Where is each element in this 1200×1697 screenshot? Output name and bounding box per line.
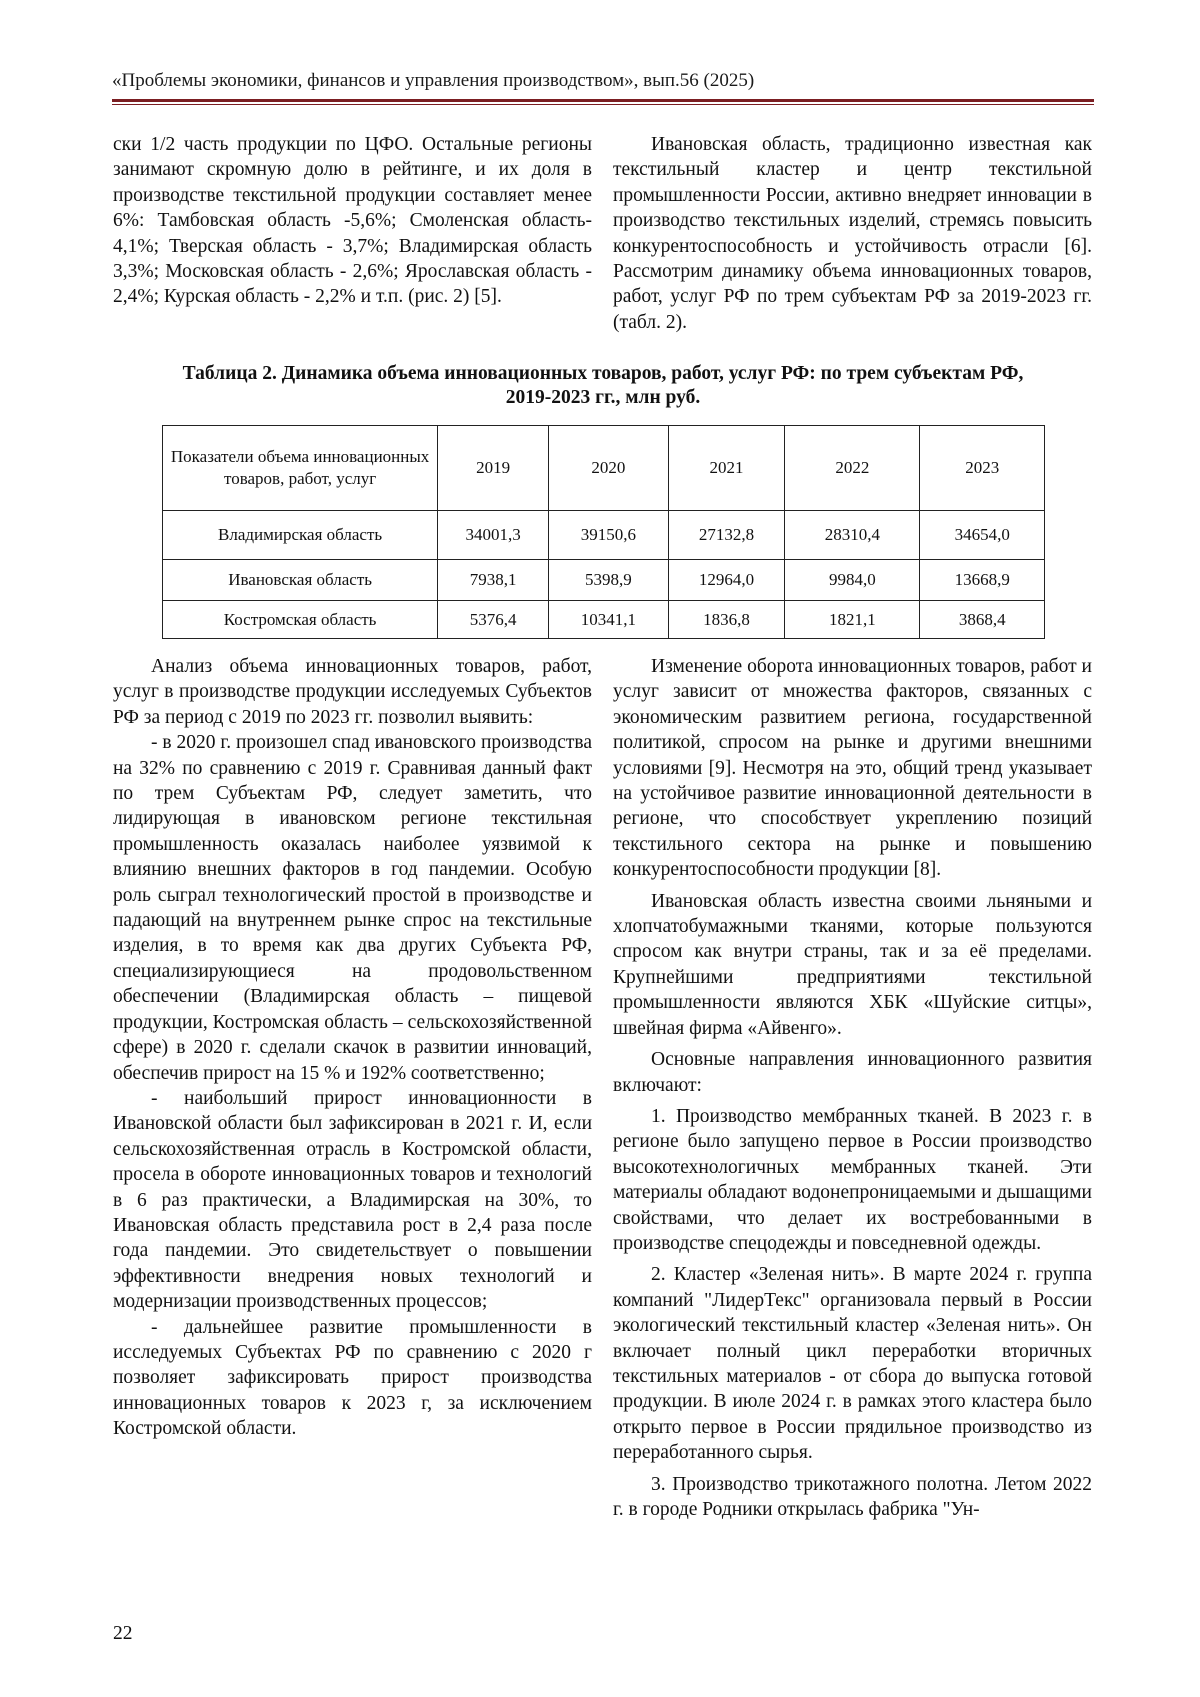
table-cell: 7938,1 (438, 560, 549, 601)
header-rule-thick (112, 99, 1094, 102)
table-header-indicator: Показатели объема инновационных товаров, работ, услуг (163, 426, 438, 511)
list-item: 1. Производство мембранных тканей. В 2023 г. в регионе было запущено первое в России производство высокотехнологичных мембранных тканей. Эти материалы обладают водонепроницаемыми и дышащими свойствами, что делает их востребованными в производстве спецодежды и повседневной одежды. (613, 1105, 1092, 1254)
table-row (163, 560, 1045, 601)
table-header-year: 2022 (785, 426, 920, 511)
list-item: - наибольший прирост инновационности в Ивановской области был зафиксирован в 2021 г. И, если сельскохозяйственная отрасль в Костромской области, просела в обороте инновационных товаров и технологий в 6 раз практически, а Владимирская на 30%, то Ивановская область представила рост в 2,4 раза после года пандемии. Это свидетельствует о повышении эффективности внедрения новых технологий и модернизации производственных процессов; (113, 1087, 592, 1313)
paragraph: Изменение оборота инновационных товаров, работ и услуг зависит от множества факторов, связанных с экономическим развитием региона, государственной политикой, спросом на рынке и другими внешними условиями [9]. Несмотря на это, общий тренд указывает на устойчивое развитие инновационной деятельности в регионе, что способствует укреплению позиций текстильного сектора на рынке и повышению конкурентоспособности продукции [8]. (613, 656, 1092, 881)
header-rule-thin (112, 104, 1094, 105)
table-cell: 39150,6 (549, 511, 669, 560)
paragraph: ски 1/2 часть продукции по ЦФО. Остальные регионы занимают скромную долю в рейтинге, и их доля в производстве текстильной продукции составляет менее 6%: Тамбовская область -5,6%; Смоленская область- 4,1%; Тверская область - 3,7%; Владимирская область 3,3%; Московская область - 2,6%; Ярославская область - 2,4%; Курская область - 2,2% и т.п. (рис. 2) [5]. (113, 134, 592, 308)
table-header-year: 2021 (668, 426, 785, 511)
list-item: 2. Кластер «Зеленая нить». В марте 2024 г. группа компаний "ЛидерТекс" организовала первый в России экологический текстильный кластер «Зеленая нить». Он включает полный цикл переработки вторичных текстильных материалов - от сбора до выпуска готовой продукции. В июле 2024 г. в рамках этого кластера было открыто первое в России прядильное производство из переработанного сырья. (613, 1264, 1092, 1464)
top-right-column (613, 132, 1092, 335)
table-header-row (163, 426, 1045, 511)
top-left-column (113, 132, 592, 310)
table-cell: 27132,8 (668, 511, 785, 560)
table-cell: 34654,0 (920, 511, 1045, 560)
table-cell: 3868,4 (920, 601, 1045, 639)
table-cell: 1836,8 (668, 601, 785, 639)
list-item: - дальнейшее развитие промышленности в исследуемых Субъектах РФ по сравнению с 2020 г позволяет зафиксировать прирост производства инновационных товаров к 2023 г, за исключением Костромской области. (113, 1316, 592, 1440)
table-cell: 34001,3 (438, 511, 549, 560)
table-caption (112, 362, 1094, 410)
page-number: 22 (113, 1623, 133, 1644)
table-header-year: 2023 (920, 426, 1045, 511)
table-header-year: 2020 (549, 426, 669, 511)
table-row-region: Костромская область (163, 601, 438, 639)
table-cell: 5398,9 (549, 560, 669, 601)
table-cell: 5376,4 (438, 601, 549, 639)
list-item: - в 2020 г. произошел спад ивановского производства на 32% по сравнению с 2019 г. Сравнивая данный факт по трем Субъектам РФ, следует заметить, что лидирующая в ивановском регионе текстильная промышленность оказалась наиболее уязвимой к влиянию внешних факторов в год пандемии. Особую роль сыграл технологический простой в производстве и падающий на внутреннем рынке спрос на текстильные изделия, в то время как два других Субъекта РФ, специализирующиеся на продовольственном обеспечении (Владимирская область – пищевой продукции, Костромская область – сельскохозяйственной сфере) в 2020 г. сделали скачок в развитии инноваций, обеспечив прирост на 15 % и 192% соответственно; (113, 732, 592, 1084)
table-cell: 13668,9 (920, 560, 1045, 601)
table-cell: 1821,1 (785, 601, 920, 639)
paragraph: Основные направления инновационного развития включают: (613, 1049, 1092, 1096)
table-caption-line2: 2019-2023 гг., млн руб. (505, 387, 701, 408)
table-cell: 28310,4 (785, 511, 920, 560)
table-header-year: 2019 (438, 426, 549, 511)
innovation-volume-table (162, 425, 1045, 639)
table-row-region: Ивановская область (163, 560, 438, 601)
table-caption-line1: Таблица 2. Динамика объема инновационных товаров, работ, услуг РФ: по трем субъектам РФ, (182, 363, 1024, 384)
list-item: 3. Производство трикотажного полотна. Летом 2022 г. в городе Родники открылась фабрика "Ун- (613, 1473, 1092, 1520)
table-row (163, 601, 1045, 639)
paragraph: Анализ объема инновационных товаров, работ, услуг в производстве продукции исследуемых Субъектов РФ за период с 2019 по 2023 гг. позволил выявить: (113, 656, 592, 728)
journal-header: «Проблемы экономики, финансов и управления производством», вып.56 (2025) (112, 70, 755, 91)
paragraph: Ивановская область, традиционно известная как текстильный кластер и центр текстильной промышленности России, активно внедряет инновации в производство текстильных изделий, стремясь повысить конкурентоспособность и устойчивость отрасли [6]. Рассмотрим динамику объема инновационных товаров, работ, услуг РФ по трем субъектам РФ за 2019-2023 гг. (табл. 2). (613, 134, 1092, 333)
bottom-right-column (613, 654, 1092, 1522)
table-row-region: Владимирская область (163, 511, 438, 560)
bottom-left-column (113, 654, 592, 1442)
paragraph: Ивановская область известна своими льняными и хлопчатобумажными тканями, которые пользуются спросом как внутри страны, так и за её пределами. Крупнейшими предприятиями текстильной промышленности являются ХБК «Шуйские ситцы», швейная фирма «Айвенго». (613, 890, 1092, 1039)
table-row (163, 511, 1045, 560)
table-cell: 9984,0 (785, 560, 920, 601)
table-cell: 10341,1 (549, 601, 669, 639)
table-cell: 12964,0 (668, 560, 785, 601)
